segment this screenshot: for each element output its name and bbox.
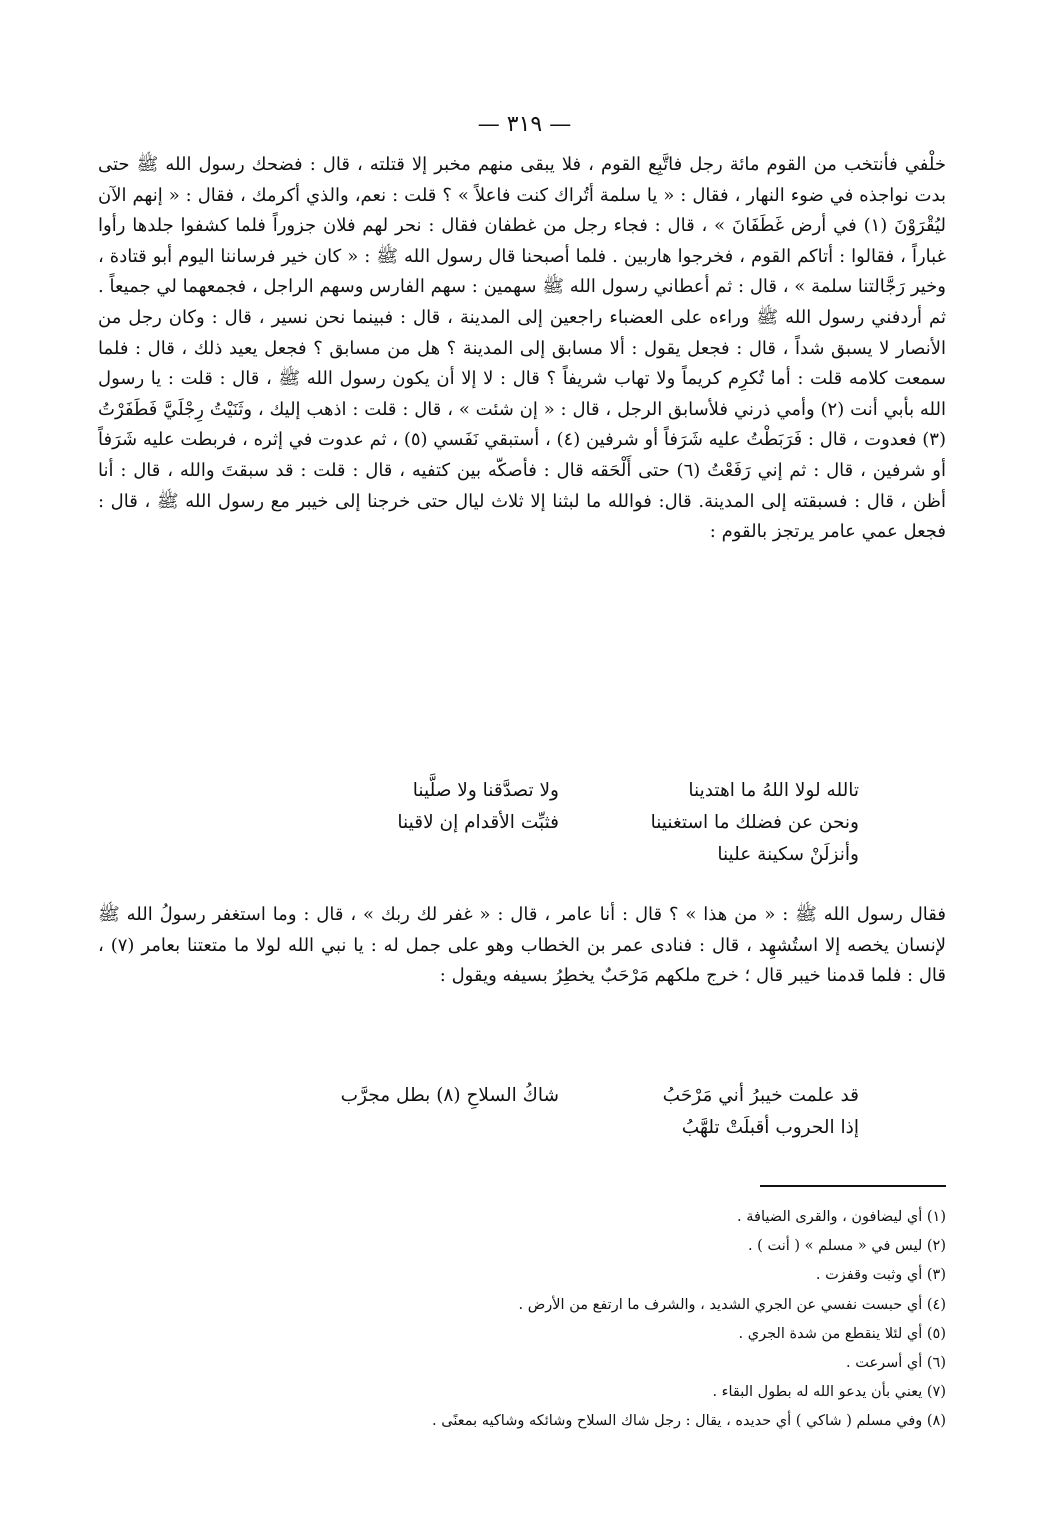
poem-verse: [279, 839, 859, 871]
poem-verse: [239, 1112, 859, 1144]
hemistich: ولا تصدَّقنا ولا صلَّينا: [412, 780, 559, 801]
footnote: (٦) أي أسرعت .: [845, 1355, 946, 1372]
paragraph-1: خلْفي فأنتخب من القوم مائة رجل فاتَّبِع القوم ، فلا يبقى منهم مخبر إلا قتلته ، قال : فضحك رسول الله ﷺ حتى بدت نواجذه في ضوء النهار ، فقال : « يا سلمة أتُراك كنت فاعلاً » ؟ قلت : نعم، والذي أكرمك ، فقال : « إنهم الآن ليُقْرَوْنَ (١) في أرض غَطَفَانَ » ، قال : فجاء رجل من غطفان فقال : نحر لهم فلان جزوراً فلما كشفوا جلدها رأوا غباراً ، فقالوا : أتاكم القوم ، فخرجوا هاربين . فلما أصبحنا قال رسول الله ﷺ : « كان خير فرساننا اليوم أبو قتادة ، وخير رَجَّالتنا سلمة » ، قال : ثم أعطاني رسول الله ﷺ سهمين : سهم الفارس وسهم الراجل ، فجمعهما لي جميعاً . ثم أردفني رسول الله ﷺ وراءه على العضباء راجعين إلى المدينة ، قال : فبينما نحن نسير ، قال : وكان رجل من الأنصار لا يسبق شداً ، قال : فجعل يقول : ألا مسابق إلى المدينة ؟ هل من مسابق ؟ فجعل يعيد ذلك ، قال : فلما سمعت كلامه قلت : أما تُكرِم كريماً ولا تهاب شريفاً ؟ قال : لا إلا أن يكون رسول الله ﷺ ، قال : قلت : يا رسول الله بأبي أنت (٢) وأمي ذرني فلأسابق الرجل ، قال : « إن شئت » ، قال : قلت : اذهب إليك ، وثَنَيْتُ رِجْلَيَّ فَطَفَرْتُ (٣) فعدوت ، قال : فَرَبَطْتُ عليه شَرَفاً أو شرفين (٤) ، أستبقي نَفَسي (٥) ، ثم عدوت في إثره ، فربطت عليه شَرَفاً أو شرفين ، قال : ثم إني رَفَعْتُ (٦) حتى أَلْحَقه قال : فأصكّه بين كتفيه ، قال : قلت : قد سبقتَ والله ، قال : أنا أظن ، قال : فسبقته إلى المدينة. قال: فوالله ما لبثنا إلا ثلاث ليال حتى خرجنا إلى خيبر مع رسول الله ﷺ ، قال : فجعل عمي عامر يرتجز بالقوم :: [98, 154, 946, 543]
poem-2: [239, 1080, 859, 1144]
footnote: (٢) ليس في « مسلم » ( أنت ) .: [747, 1238, 946, 1255]
poem-1: [279, 775, 859, 871]
hemistich: إذا الحروب أقبلَتْ تلهَّبُ: [681, 1117, 859, 1138]
footnote: (٤) أي حبست نفسي عن الجري الشديد ، والشرف ما ارتفع من الأرض .: [518, 1296, 946, 1313]
footnotes: [246, 1203, 946, 1437]
main-text: [98, 150, 946, 548]
poem-verse: [279, 775, 859, 807]
footnote: (٨) وفي مسلم ( شاكي ) أي حديده ، يقال : رجل شاك السلاح وشائكه وشاكيه بمعنًى .: [432, 1413, 946, 1430]
main-text-2: [98, 900, 946, 992]
hemistich: شاكُ السلاحِ (٨) بطل مجرَّب: [340, 1085, 559, 1106]
hemistich: ونحن عن فضلك ما استغنينا: [650, 812, 859, 833]
page-number: — ٣١٩ —: [477, 112, 572, 137]
poem-verse: [279, 807, 859, 839]
footnote: (٣) أي وثبت وقفزت .: [815, 1267, 946, 1284]
footnote-divider: [760, 1185, 946, 1187]
poem-verse: [239, 1080, 859, 1112]
footnote: (١) أي ليضافون ، والقرى الضيافة .: [737, 1209, 946, 1225]
paragraph-2: فقال رسول الله ﷺ : « من هذا » ؟ قال : أنا عامر ، قال : « غفر لك ربك » ، قال : وما استغفر رسولُ الله ﷺ لإنسان يخصه إلا استُشهِد ، قال : فنادى عمر بن الخطاب وهو على جمل له : يا نبي الله لولا ما متعتنا بعامر (٧) ، قال : فلما قدمنا خيبر قال ؛ خرج ملكهم مَرْحَبٌ يخطِرُ بسيفه ويقول :: [98, 904, 946, 987]
footnote: (٧) يعني بأن يدعو الله له بطول البقاء .: [712, 1384, 946, 1401]
footnote: (٥) أي لئلا ينقطع من شدة الجري .: [738, 1325, 946, 1342]
hemistich: تالله لولا اللهُ ما اهتدينا: [688, 780, 859, 801]
hemistich: وأنزلَنْ سكينة علينا: [717, 844, 859, 865]
hemistich: فثبِّت الأقدام إن لاقينا: [397, 812, 559, 833]
hemistich: قد علمت خيبرُ أني مَرْحَبُ: [662, 1085, 859, 1106]
